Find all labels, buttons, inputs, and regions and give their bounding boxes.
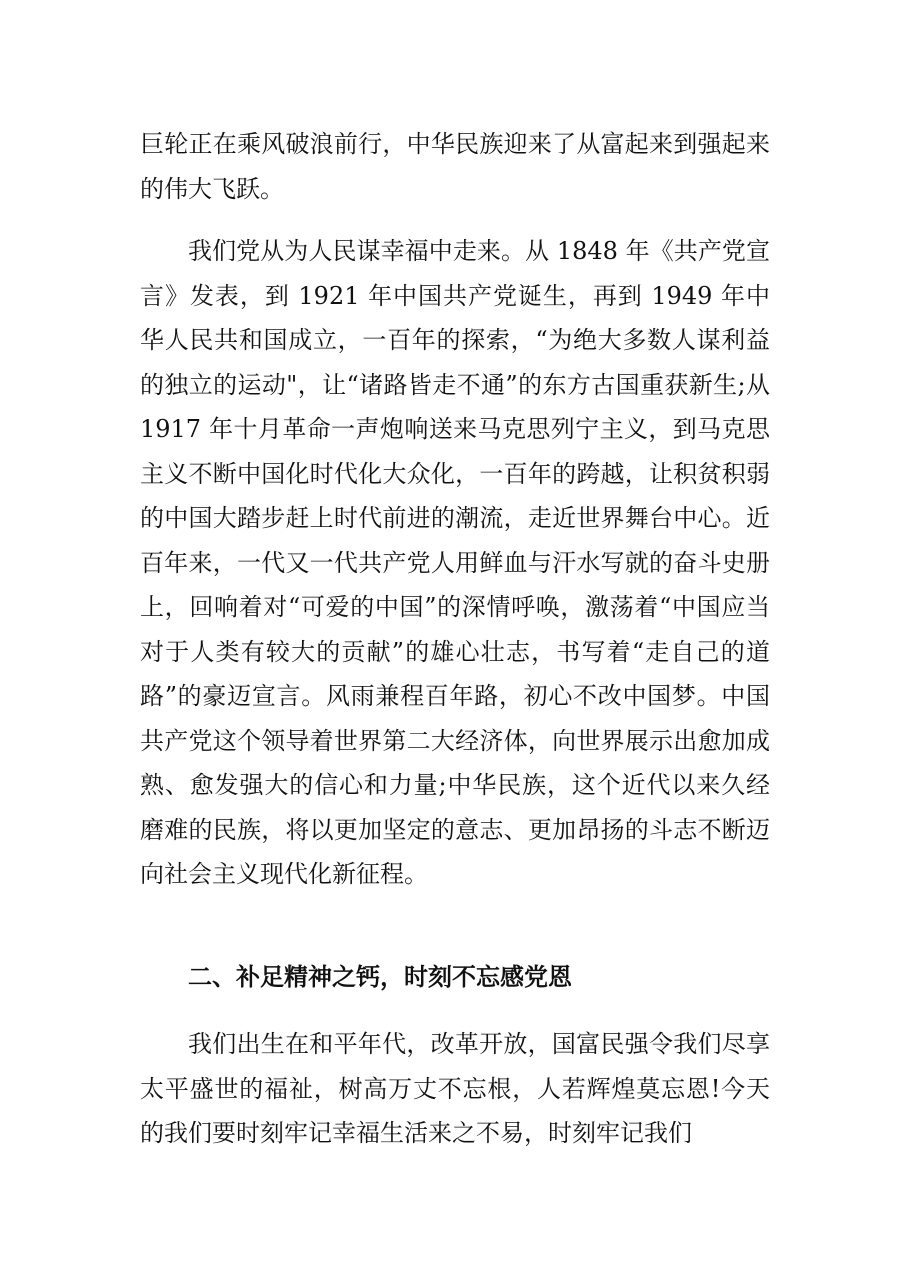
paragraph-text: 巨轮正在乘风破浪前行，中华民族迎来了从富起来到强起来的伟大飞跃。 — [140, 130, 770, 203]
paragraph-continuation — [140, 122, 770, 211]
paragraph-party-history — [140, 229, 770, 897]
paragraph-text: 我们出生在和平年代，改革开放，国富民强令我们尽享太平盛世的福祉，树高万丈不忘根，人若辉煌莫忘恩!今天的我们要时刻牢记幸福生活来之不易，时刻牢记我们 — [140, 1030, 770, 1147]
paragraph-after-heading — [140, 1022, 770, 1156]
section-heading: 二、补足精神之钙，时刻不忘感党恩 — [188, 963, 572, 991]
paragraph-text: 我们党从为人民谋幸福中走来。从 1848 年《共产党宣言》发表，到 1921 年中国共产党诞生，再到 1949 年中华人民共和国成立，一百年的探索，“为绝大多数人谋利益的独立的运动"，让“诸路皆走不通”的东方古国重获新生;从 1917 年十月革命一声炮响送来马克思列宁主义，到马克思主义不断中国化时代化大众化，一百年的跨越，让积贫积弱的中国大踏步赶上时代前进的潮流，走近世界舞台中心。近百年来，一代又一代共产党人用鲜血与汗水写就的奋斗史册上，回响着对“可爱的中国”的深情呼唤，激荡着“中国应当对于人类有较大的贡献”的雄心壮志，书写着“走自己的道路”的豪迈宣言。风雨兼程百年路，初心不改中国梦。中国共产党这个领导着世界第二大经济体，向世界展示出愈加成熟、愈发强大的信心和力量;中华民族，这个近代以来久经磨难的民族，将以更加坚定的意志、更加昂扬的斗志不断迈向社会主义现代化新征程。 — [140, 237, 770, 888]
